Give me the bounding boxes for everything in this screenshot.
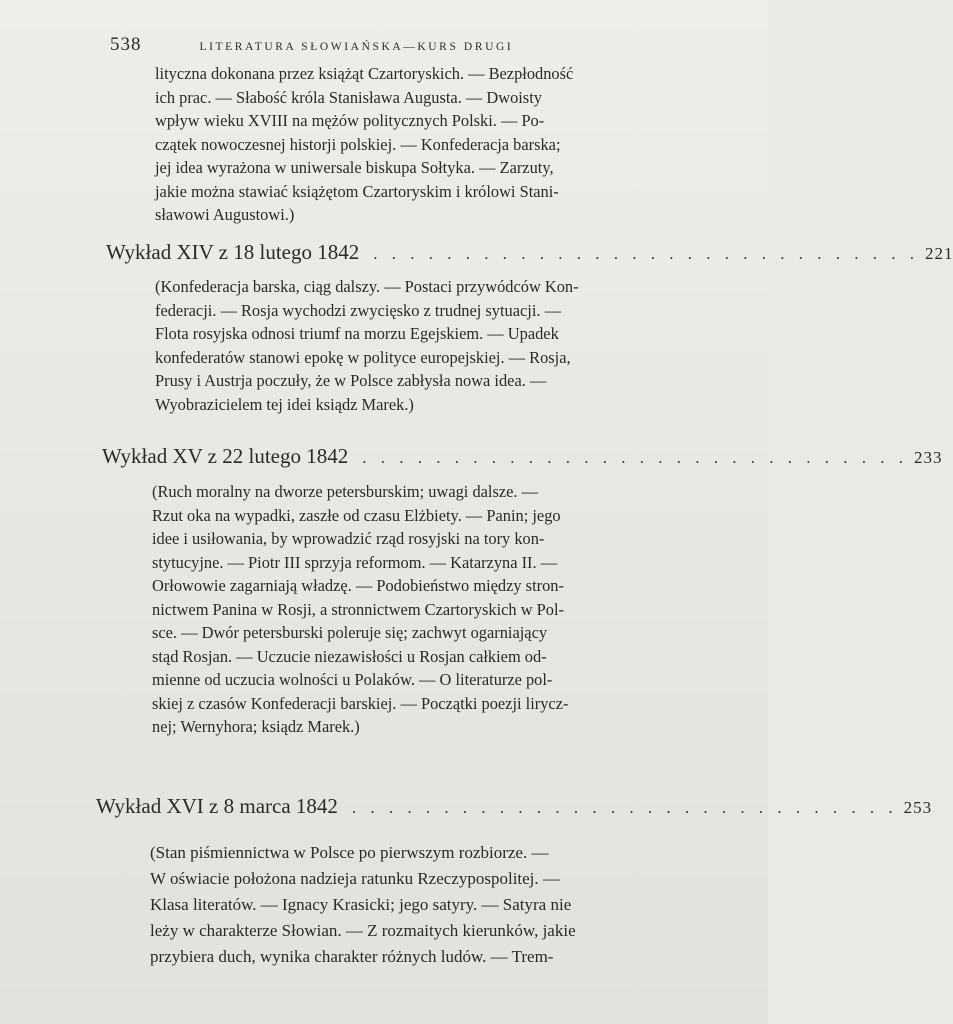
text-line: stytucyjne. — Piotr III sprzyja reformom. — Katarzyna II. — xyxy=(152,552,558,572)
text-line: Orłowowie zagarniają władzę. — Podobieństwo między stron- xyxy=(152,576,564,595)
lecture-heading xyxy=(106,238,953,268)
text-line: (Ruch moralny na dworze petersburskim; uwagi dalsze. — xyxy=(152,482,538,501)
text-line: lityczna dokonana przez książąt Czartoryskich. — Bezpłodność xyxy=(155,64,574,83)
lecture-heading xyxy=(96,792,933,822)
text-line: wpływ wieku XVIII na mężów politycznych Polski. — Po- xyxy=(155,111,545,130)
text-line: stąd Rosjan. — Uczucie niezawisłości u Rosjan całkiem od- xyxy=(152,646,547,666)
text-line: nictwem Panina w Rosji, a stronnictwem Czartoryskich w Pol- xyxy=(152,599,564,619)
text-line: federacji. — Rosja wychodzi zwycięsko z trudnej sytuacji. — xyxy=(155,300,561,320)
lecture-page-number: 233 xyxy=(913,448,943,467)
lecture-page-number: 221 xyxy=(924,244,953,263)
running-title: LITERATURA SŁOWIAŃSKA—KURS DRUGI xyxy=(199,41,514,53)
dot-leader: . . . . . . . . . . . . . . . . . . . . . . . . . . . . . . xyxy=(373,244,919,263)
text-line: jakie można stawiać książętom Czartoryskim i królowi Stani- xyxy=(155,181,559,201)
text-line: Klasa literatów. — Ignacy Krasicki; jego satyry. — Satyra nie xyxy=(150,895,572,914)
text-line: Flota rosyjska odnosi triumf na morzu Egejskiem. — Upadek xyxy=(155,324,559,343)
text-line: W oświacie położona nadzieja ratunku Rzeczypospolitej. — xyxy=(150,869,560,888)
running-header xyxy=(110,34,590,56)
dot-leader: . . . . . . . . . . . . . . . . . . . . . . . . . . . . . . xyxy=(351,798,898,817)
text-line: konfederatów stanowi epokę w polityce europejskiej. — Rosja, xyxy=(155,347,571,367)
text-line: sławowi Augustowi.) xyxy=(155,205,295,224)
lecture-heading xyxy=(102,442,943,472)
text-line: leży w charakterze Słowian. — Z rozmaitych kierunków, jakie xyxy=(150,921,576,940)
text-line: idee i usiłowania, by wprowadzić rząd rosyjski na tory kon- xyxy=(152,529,545,548)
text-line: (Stan piśmiennictwa w Polsce po pierwszym rozbiorze. — xyxy=(150,843,549,862)
lecture-title: Wykład XIV z 18 lutego 1842 xyxy=(106,240,360,264)
dot-leader: . . . . . . . . . . . . . . . . . . . . . . . . . . . . . . xyxy=(362,448,908,467)
text-line: przybiera duch, wynika charakter różnych ludów. — Trem- xyxy=(150,947,554,966)
text-line: czątek nowoczesnej historji polskiej. — Konfederacja barska; xyxy=(155,134,561,154)
lecture-page-number: 253 xyxy=(903,798,933,817)
text-line: nej; Wernyhora; ksiądz Marek.) xyxy=(152,717,360,736)
lecture-title: Wykład XV z 22 lutego 1842 xyxy=(102,444,349,468)
text-line: ich prac. — Słabość króla Stanisława Augusta. — Dwoisty xyxy=(155,87,542,107)
page-number: 538 xyxy=(110,34,142,55)
text-line: Wyobrazicielem tej idei ksiądz Marek.) xyxy=(155,394,414,414)
text-line: jej idea wyrażona w uniwersale biskupa Sołtyka. — Zarzuty, xyxy=(155,158,554,177)
lecture-summary xyxy=(150,840,675,970)
text-line: Rzut oka na wypadki, zaszłe od czasu Elżbiety. — Panin; jego xyxy=(152,505,561,525)
lecture-title: Wykład XVI z 8 marca 1842 xyxy=(96,794,338,818)
lecture-summary xyxy=(152,480,662,739)
text-line: mienne od uczucia wolności u Polaków. — O literaturze pol- xyxy=(152,670,553,689)
continuation-text xyxy=(155,62,645,227)
text-line: Prusy i Austrja poczuły, że w Polsce zabłysła nowa idea. — xyxy=(155,371,547,390)
text-line: sce. — Dwór petersburski poleruje się; zachwyt ogarniający xyxy=(152,623,548,642)
text-line: (Konfederacja barska, ciąg dalszy. — Postaci przywódców Kon- xyxy=(155,277,579,296)
lecture-summary xyxy=(155,275,655,416)
text-line: skiej z czasów Konfederacji barskiej. — Początki poezji lirycz- xyxy=(152,693,569,713)
